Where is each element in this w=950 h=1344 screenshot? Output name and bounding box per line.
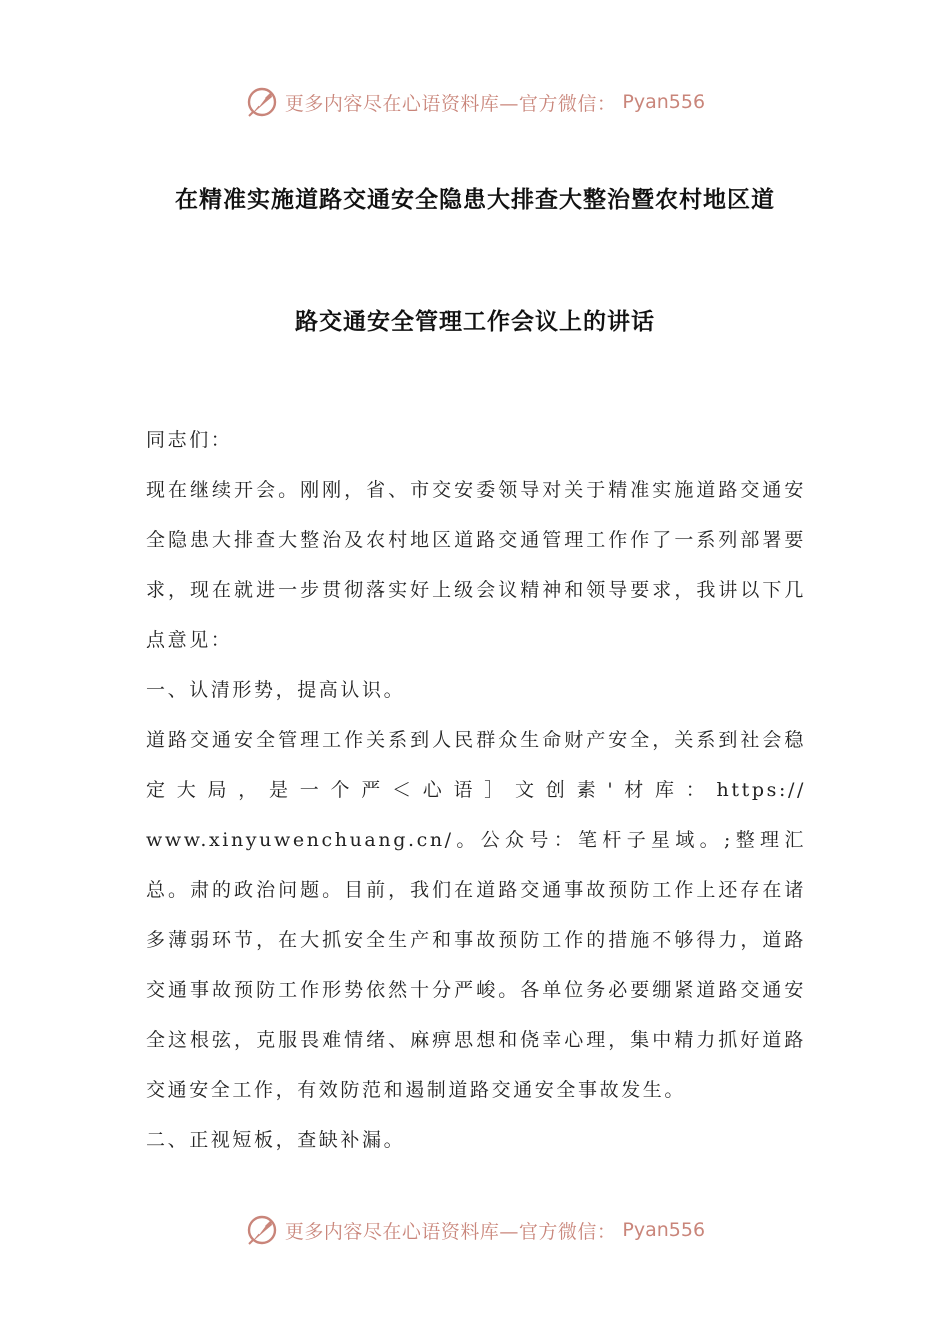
paragraph-section-1-part-a: 道路交通安全管理工作关系到人民群众生命财产安全，关系到社会稳定大局，是一个严＜心语］文创素'材库：https:// — [146, 729, 806, 801]
document-body — [146, 415, 806, 1165]
paragraph-section-1-part-b: www.xinyuwenchuang.cn/。公众号：笔杆子星域。;整理汇总。肃的政治问题。目前，我们在道路交通事故预防工作上还存在诸多薄弱环节，在大抓安全生产和事故预防工作的措施不够得力，道路交通事故预防工作形势依然十分严峻。各单位务必要绷紧道路交通安全这根弦，克服畏难情绪、麻痹思想和侥幸心理，集中精力抓好道路交通安全工作，有效防范和遏制道路交通安全事故发生。 — [146, 829, 806, 1101]
quill-pen-logo-icon — [245, 1213, 279, 1247]
watermark-banner-bottom — [0, 1210, 950, 1250]
watermark-wechat-id: Pyan556 — [622, 1219, 706, 1241]
quill-pen-logo-icon — [245, 85, 279, 119]
paragraph-opening: 现在继续开会。刚刚，省、市交安委领导对关于精准实施道路交通安全隐患大排查大整治及农村地区道路交通管理工作作了一系列部署要求，现在就进一步贯彻落实好上级会议精神和领导要求，我讲以下几点意见： — [146, 479, 806, 651]
watermark-wechat-id: Pyan556 — [622, 91, 706, 113]
document-title-line-1: 在精准实施道路交通安全隐患大排查大整治暨农村地区道 — [175, 187, 775, 213]
section-heading-1: 一、认清形势，提高认识。 — [146, 679, 406, 701]
watermark-promo-text: 更多内容尽在心语资料库—官方微信： — [284, 1220, 617, 1243]
section-heading-2: 二、正视短板，查缺补漏。 — [146, 1129, 406, 1151]
document-title-line-2: 路交通安全管理工作会议上的讲话 — [295, 309, 655, 335]
salutation: 同志们： — [146, 429, 233, 451]
watermark-banner-top — [0, 82, 950, 122]
watermark-promo-text: 更多内容尽在心语资料库—官方微信： — [284, 92, 617, 115]
